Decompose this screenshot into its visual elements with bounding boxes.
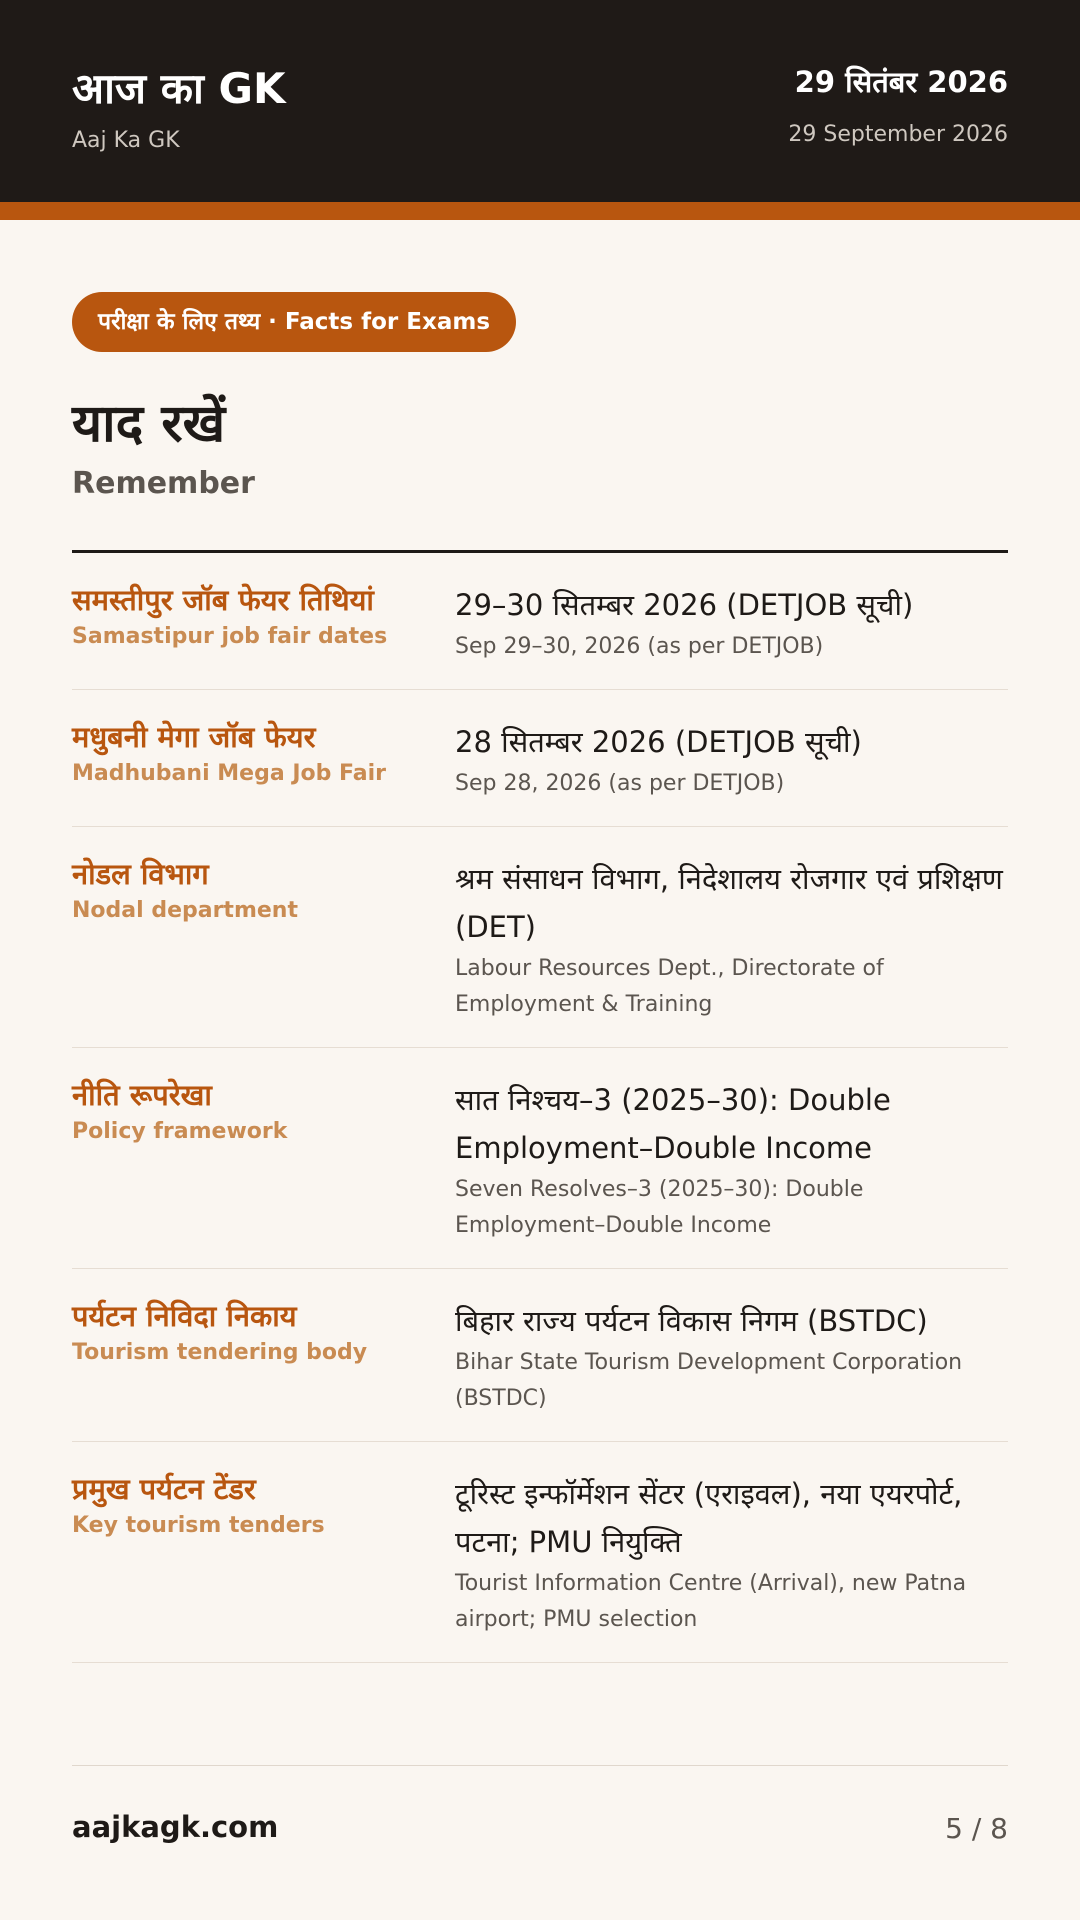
date-english: 29 September 2026 xyxy=(788,122,1008,147)
fact-value xyxy=(455,855,1008,1023)
fact-value-english: Bihar State Tourism Development Corporation (BSTDC) xyxy=(455,1350,963,1411)
fact-label xyxy=(72,855,455,1023)
fact-value-hindi: सात निश्चय–3 (2025–30): Double Employment–Double Income xyxy=(455,1083,891,1165)
page-indicator: 5 / 8 xyxy=(945,1812,1008,1845)
fact-value xyxy=(455,718,1008,802)
fact-label-english: Samastipur job fair dates xyxy=(72,624,388,649)
fact-value-hindi: 29–30 सितम्बर 2026 (DETJOB सूची) xyxy=(455,588,914,622)
fact-label-hindi: पर्यटन निविदा निकाय xyxy=(72,1299,297,1333)
fact-value-english: Seven Resolves–3 (2025–30): Double Employment–Double Income xyxy=(455,1177,864,1238)
fact-label-hindi: नीति रूपरेखा xyxy=(72,1078,212,1112)
fact-value-english: Labour Resources Dept., Directorate of Employment & Training xyxy=(455,956,884,1017)
fact-label-english: Madhubani Mega Job Fair xyxy=(72,761,387,786)
header-accent-stripe xyxy=(0,202,1080,220)
fact-label xyxy=(72,718,455,802)
fact-row xyxy=(72,690,1008,827)
section-title-english: Remember xyxy=(72,466,255,501)
footer-divider xyxy=(72,1765,1008,1766)
section-title-hindi: याद रखें xyxy=(72,394,226,454)
facts-for-exams-badge: परीक्षा के लिए तथ्य · Facts for Exams xyxy=(72,292,516,352)
fact-label xyxy=(72,581,455,665)
fact-value-english: Sep 28, 2026 (as per DETJOB) xyxy=(455,771,785,796)
fact-value xyxy=(455,1076,1008,1244)
fact-label-hindi: मधुबनी मेगा जॉब फेयर xyxy=(72,720,316,754)
fact-row xyxy=(72,827,1008,1048)
fact-value-hindi: श्रम संसाधन विभाग, निदेशालय रोजगार एवं प्रशिक्षण (DET) xyxy=(455,862,1003,944)
fact-value xyxy=(455,1297,1008,1417)
fact-row xyxy=(72,1442,1008,1663)
fact-value-english: Sep 29–30, 2026 (as per DETJOB) xyxy=(455,634,824,659)
fact-label-english: Tourism tendering body xyxy=(72,1340,368,1365)
footer-site-link[interactable]: aajkagk.com xyxy=(72,1810,279,1844)
brand-subtitle: Aaj Ka GK xyxy=(72,128,180,153)
fact-label xyxy=(72,1470,455,1638)
fact-label-english: Nodal department xyxy=(72,898,298,923)
fact-label-hindi: नोडल विभाग xyxy=(72,857,209,891)
fact-row xyxy=(72,553,1008,690)
fact-label xyxy=(72,1076,455,1244)
fact-row xyxy=(72,1269,1008,1442)
fact-value-hindi: टूरिस्ट इन्फॉर्मेशन सेंटर (एराइवल), नया एयरपोर्ट, पटना; PMU नियुक्ति xyxy=(455,1477,963,1559)
facts-list xyxy=(72,553,1008,1663)
fact-value xyxy=(455,581,1008,665)
fact-row xyxy=(72,1048,1008,1269)
fact-label-hindi: समस्तीपुर जॉब फेयर तिथियां xyxy=(72,583,374,617)
fact-value-hindi: 28 सितम्बर 2026 (DETJOB सूची) xyxy=(455,725,862,759)
fact-value-hindi: बिहार राज्य पर्यटन विकास निगम (BSTDC) xyxy=(455,1304,928,1338)
fact-label-hindi: प्रमुख पर्यटन टेंडर xyxy=(72,1472,256,1506)
brand-title: आज का GK xyxy=(72,64,286,113)
fact-label-english: Policy framework xyxy=(72,1119,288,1144)
fact-label xyxy=(72,1297,455,1417)
fact-value xyxy=(455,1470,1008,1638)
fact-label-english: Key tourism tenders xyxy=(72,1513,325,1538)
date-hindi: 29 सितंबर 2026 xyxy=(794,65,1008,99)
fact-value-english: Tourist Information Centre (Arrival), new Patna airport; PMU selection xyxy=(455,1571,967,1632)
